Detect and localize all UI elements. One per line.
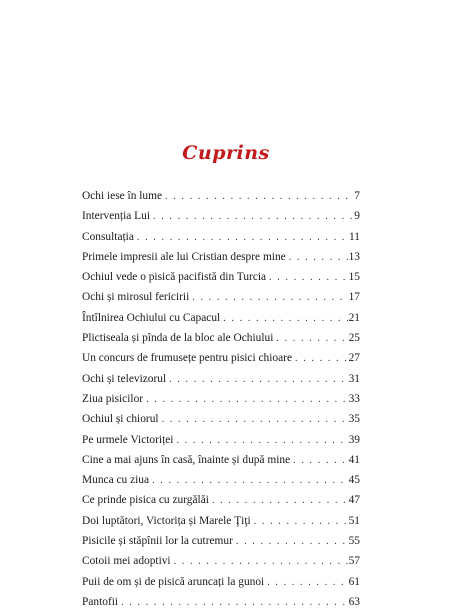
- toc-entry-page: 51: [348, 514, 360, 527]
- toc-entry-page: 15: [348, 271, 360, 284]
- toc-entry: [82, 291, 360, 311]
- toc-entry: [82, 312, 360, 332]
- toc-entry: [82, 535, 360, 555]
- toc-dot-leader: [153, 211, 353, 222]
- toc-dot-leader: [137, 232, 348, 243]
- toc-dot-leader: [152, 475, 348, 486]
- toc-entry-title: Munca cu ziua: [82, 474, 150, 487]
- toc-entry-page: 39: [348, 433, 360, 446]
- toc-entry-title: Puii de om și de pisică aruncați la gunoi: [82, 575, 265, 588]
- toc-entry-title: Pisicile și stăpînii lor la cutremur: [82, 535, 233, 548]
- toc-entry: [82, 576, 360, 596]
- toc-entry: [82, 515, 360, 535]
- toc-dot-leader: [174, 556, 348, 567]
- toc-entry-page: 57: [348, 555, 360, 568]
- toc-dot-leader: [212, 495, 348, 506]
- toc-entry-title: Întîlnirea Ochiului cu Capacul: [82, 311, 221, 324]
- toc-entry-title: Ochi iese în lume: [82, 190, 163, 202]
- toc-entry: [82, 474, 360, 494]
- toc-entry-title: Consultația: [82, 230, 134, 243]
- toc-entry-page: 61: [348, 575, 360, 588]
- toc-entry-page: 41: [348, 453, 360, 466]
- toc-entry-title: Ochiul vede o pisică pacifistă din Turcia: [82, 271, 267, 284]
- toc-entry: [82, 231, 360, 251]
- toc-entry: [82, 393, 360, 413]
- toc-entry: [82, 373, 360, 393]
- toc-dot-leader: [289, 252, 348, 263]
- toc-entry: [82, 434, 360, 454]
- toc-dot-leader: [192, 292, 347, 303]
- toc-entry-page: 17: [348, 291, 360, 304]
- toc-dot-leader: [276, 333, 347, 344]
- toc-entry: [82, 210, 360, 230]
- toc-entry-page: 27: [348, 352, 360, 365]
- toc-entry: [82, 190, 360, 210]
- toc-dot-leader: [165, 191, 353, 202]
- toc-entry-page: 33: [348, 392, 360, 405]
- toc-entry-page: 47: [348, 494, 360, 507]
- toc-entry-page: 25: [348, 332, 360, 345]
- toc-dot-leader: [162, 414, 348, 425]
- toc-entry-page: 13: [348, 250, 360, 263]
- toc-dot-leader: [176, 435, 347, 446]
- toc-entry-title: Un concurs de frumusețe pentru pisici chioare: [82, 352, 293, 365]
- toc-entry-title: Ochi și televizorul: [82, 372, 167, 385]
- toc-entry: [82, 454, 360, 474]
- toc-dot-leader: [267, 577, 347, 588]
- table-of-contents: [82, 190, 360, 616]
- toc-entry-title: Ce prinde pisica cu zurgălăi: [82, 494, 209, 507]
- toc-entry-page: 35: [348, 413, 360, 426]
- toc-entry-page: 11: [349, 230, 360, 243]
- toc-entry-page: 45: [348, 474, 360, 487]
- toc-entry: [82, 413, 360, 433]
- toc-entry-page: 21: [348, 311, 360, 324]
- toc-entry-title: Ochi și mirosul fericirii: [82, 291, 190, 304]
- toc-dot-leader: [223, 313, 347, 324]
- toc-dot-leader: [169, 374, 347, 385]
- toc-entry: [82, 352, 360, 372]
- toc-entry: [82, 251, 360, 271]
- toc-entry: [82, 494, 360, 514]
- toc-entry-title: Pe urmele Victoriței: [82, 433, 174, 446]
- toc-entry-title: Ochiul și chiorul: [82, 413, 159, 426]
- toc-entry-page: 31: [348, 372, 360, 385]
- toc-dot-leader: [146, 394, 348, 405]
- toc-entry: [82, 332, 360, 352]
- page-title: Cuprins: [182, 142, 270, 164]
- toc-dot-leader: [254, 516, 348, 527]
- toc-dot-leader: [269, 272, 348, 283]
- toc-entry: [82, 596, 360, 616]
- toc-entry-title: Pantofii: [82, 595, 119, 608]
- toc-dot-leader: [293, 455, 347, 466]
- toc-entry-page: 9: [354, 210, 360, 223]
- toc-entry-title: Ziua pisicilor: [82, 392, 144, 405]
- toc-entry-title: Doi luptători, Victorița și Marele Ţiţi: [82, 514, 251, 527]
- toc-entry: [82, 555, 360, 575]
- toc-dot-leader: [236, 536, 348, 547]
- toc-entry-page: 7: [354, 190, 360, 202]
- toc-entry-page: 55: [348, 535, 360, 548]
- toc-entry: [82, 271, 360, 291]
- toc-dot-leader: [121, 597, 348, 608]
- toc-entry-title: Cine a mai ajuns în casă, înainte și după mine: [82, 453, 291, 466]
- toc-entry-title: Intervenția Lui: [82, 210, 150, 223]
- toc-entry-title: Primele impresii ale lui Cristian despre mine: [82, 250, 286, 263]
- toc-dot-leader: [295, 353, 348, 364]
- toc-entry-title: Cotoii mei adoptivi: [82, 555, 171, 568]
- toc-entry-page: 63: [348, 595, 360, 608]
- toc-entry-title: Plictiseala și pînda de la bloc ale Ochiului: [82, 332, 274, 345]
